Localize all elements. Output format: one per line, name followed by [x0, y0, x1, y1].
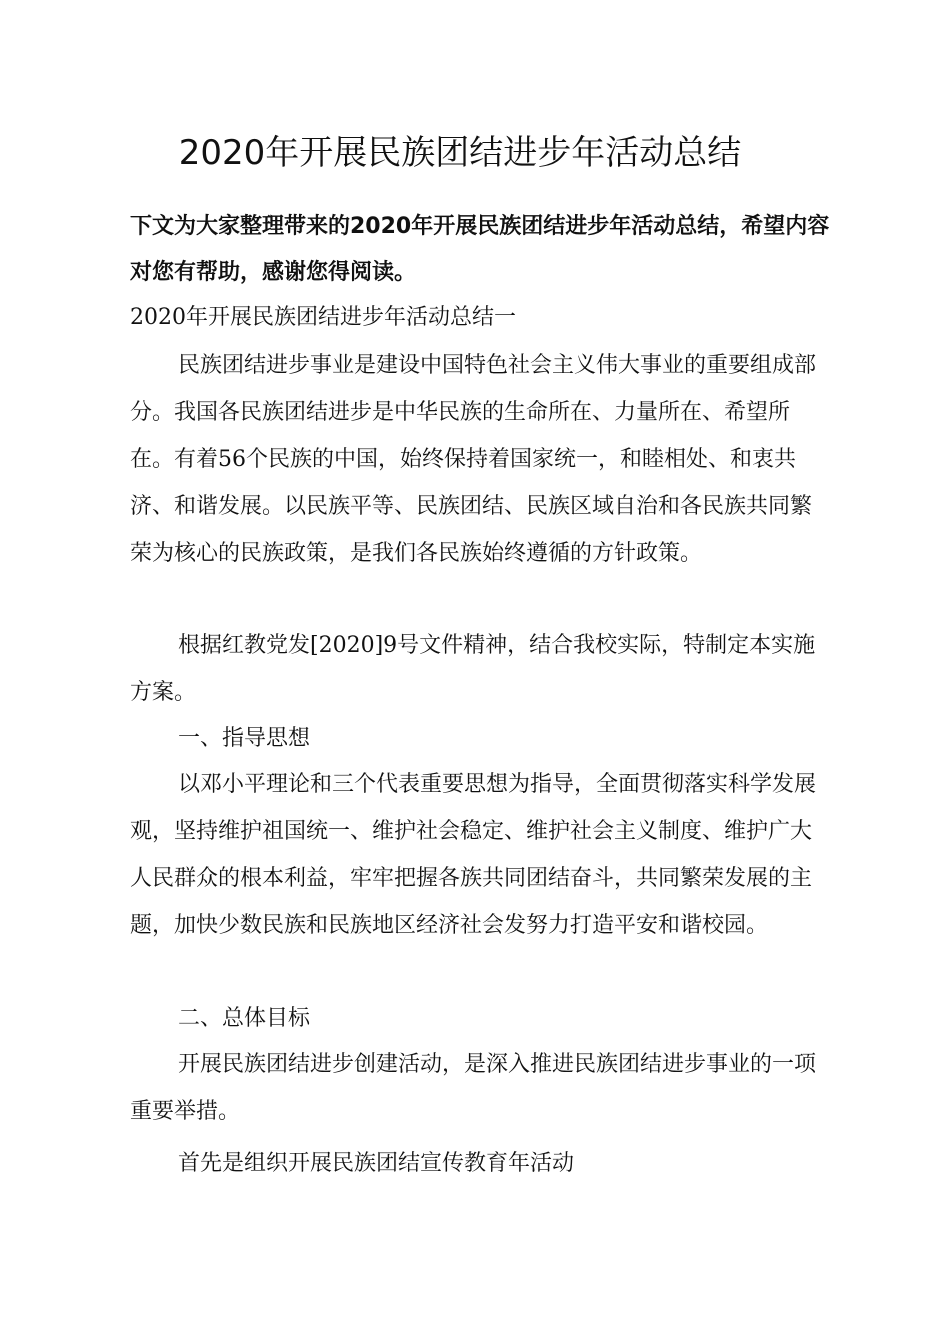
heading-overall-goal: 二、总体目标 — [178, 1006, 311, 1031]
section-title: 2020年开展民族团结进步年活动总结一 — [130, 305, 516, 330]
paragraph-implementation-basis: 根据红教党发[2020]9号文件精神，结合我校实际，特制定本实施方案。 — [130, 633, 816, 705]
paragraph-guiding-ideology: 以邓小平理论和三个代表重要思想为指导，全面贯彻落实科学发展观，坚持维护祖国统一、维护社会稳定、维护社会主义制度、维护广大人民群众的根本利益，牢牢把握各族共同团结奋斗，共同繁荣发展的主题，加快少数民族和民族地区经济社会发努力打造平安和谐校园。 — [130, 772, 817, 938]
paragraph-ethnic-unity: 民族团结进步事业是建设中国特色社会主义伟大事业的重要组成部分。我国各民族团结进步是中华民族的生命所在、力量所在、希望所在。有着56个民族的中国，始终保持着国家统一，和睦相处、和衷共济、和谐发展。以民族平等、民族团结、民族区域自治和各民族共同繁荣为核心的民族政策，是我们各民族始终遵循的方针政策。 — [130, 353, 817, 566]
document-title: 2020年开展民族团结进步年活动总结 — [178, 133, 742, 173]
paragraph-overall-goal: 开展民族团结进步创建活动，是深入推进民族团结进步事业的一项重要举措。 — [130, 1052, 817, 1124]
paragraph-first-activity: 首先是组织开展民族团结宣传教育年活动 — [178, 1151, 575, 1176]
heading-guiding-ideology: 一、指导思想 — [178, 726, 311, 751]
intro-paragraph: 下文为大家整理带来的2020年开展民族团结进步年活动总结，希望内容对您有帮助，感谢您得阅读。 — [130, 214, 830, 285]
